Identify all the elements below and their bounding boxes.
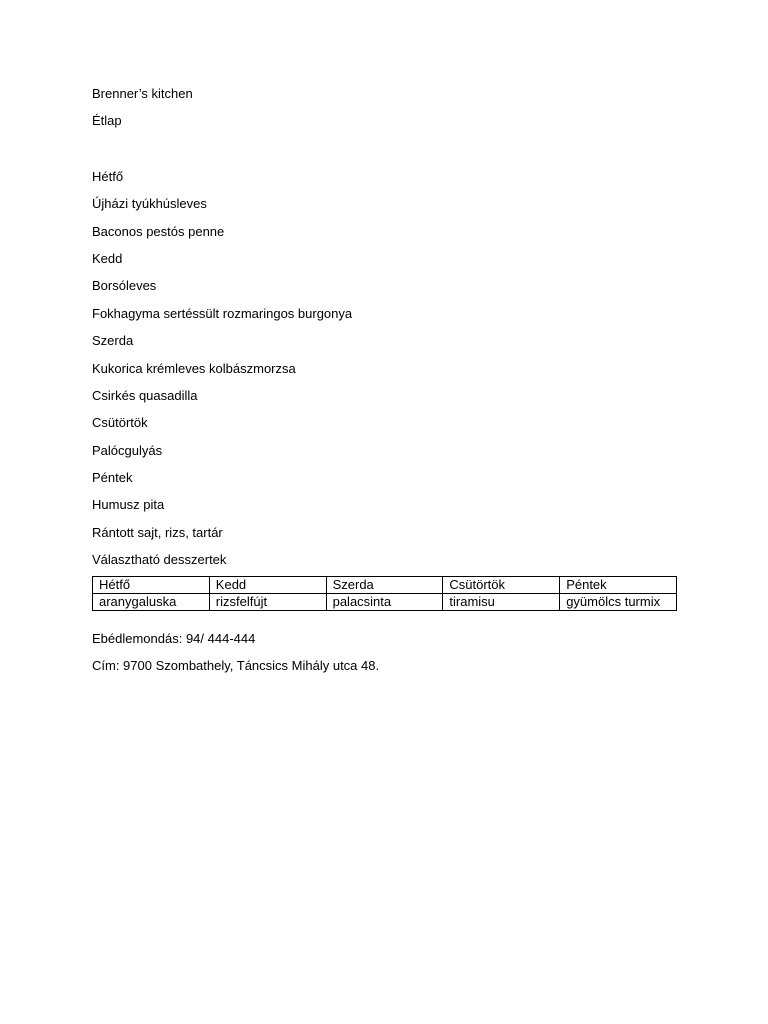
restaurant-name: Brenner’s kitchen bbox=[92, 86, 193, 101]
menu-item: Palócgulyás bbox=[92, 442, 163, 458]
menu-item: Csirkés quasadilla bbox=[92, 387, 198, 403]
menu-item: Fokhagyma sertéssült rozmaringos burgonya bbox=[92, 305, 353, 321]
table-cell: Péntek bbox=[560, 576, 677, 593]
day-heading-monday: Hétfő bbox=[92, 168, 124, 184]
day-heading-tuesday: Kedd bbox=[92, 250, 123, 266]
document-page bbox=[92, 84, 682, 683]
address: Cím: 9700 Szombathely, Táncsics Mihály utca 48. bbox=[92, 658, 380, 674]
day-heading-thursday: Csütörtök bbox=[92, 415, 148, 431]
menu-item: Borsóleves bbox=[92, 278, 157, 294]
menu-item: Humusz pita bbox=[92, 497, 165, 513]
dessert-title: Választható desszertek bbox=[92, 552, 227, 568]
table-cell: palacsinta bbox=[326, 593, 443, 610]
day-heading-friday: Péntek bbox=[92, 470, 133, 486]
dessert-table bbox=[92, 576, 677, 611]
menu-item: Újházi tyúkhúsleves bbox=[92, 196, 207, 212]
menu-title: Étlap bbox=[92, 113, 122, 129]
menu-item: Rántott sajt, rizs, tartár bbox=[92, 524, 223, 540]
day-heading-wednesday: Szerda bbox=[92, 333, 134, 349]
spacer bbox=[92, 139, 682, 167]
menu-item: Kukorica krémleves kolbászmorzsa bbox=[92, 360, 296, 376]
table-cell: aranygaluska bbox=[93, 593, 210, 610]
table-cell: gyümölcs turmix bbox=[560, 593, 677, 610]
table-cell: Csütörtök bbox=[443, 576, 560, 593]
menu-item: Baconos pestós penne bbox=[92, 223, 225, 239]
table-row bbox=[93, 593, 677, 610]
table-cell: Szerda bbox=[326, 576, 443, 593]
lunch-cancel-phone: Ebédlemondás: 94/ 444-444 bbox=[92, 630, 256, 646]
table-cell: tiramisu bbox=[443, 593, 560, 610]
table-cell: Hétfő bbox=[93, 576, 210, 593]
table-cell: Kedd bbox=[209, 576, 326, 593]
table-cell: rizsfelfújt bbox=[209, 593, 326, 610]
table-header-row bbox=[93, 576, 677, 593]
